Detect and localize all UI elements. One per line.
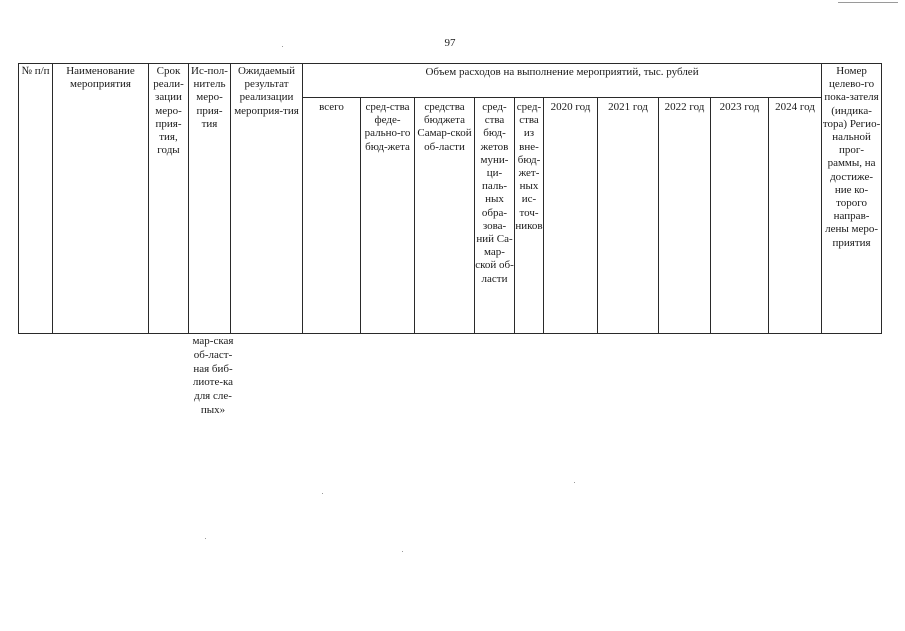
subheader-2020: 2020 год bbox=[544, 98, 598, 334]
subheader-total: всего bbox=[303, 98, 361, 334]
header-result: Ожидаемый результат реализации мероприя-тия bbox=[231, 64, 303, 334]
subheader-regional: средства бюджета Самар-ской об-ласти bbox=[415, 98, 475, 334]
header-num: № п/п bbox=[19, 64, 53, 334]
executor-overflow-text: мар-ская об-ласт-ная биб-лиоте-ка для сле-пых» bbox=[192, 335, 234, 416]
subheader-extrabudget: сред-ства из вне-бюд-жет-ных ис-точ-ников bbox=[515, 98, 544, 334]
page-number: 97 bbox=[444, 37, 456, 49]
expenses-table bbox=[18, 63, 882, 334]
scan-speck bbox=[282, 46, 283, 47]
header-indicator: Номер целево-го пока-зателя (индика-тора) Регио-нальной прог-раммы, на достиже-ние ко-торого направ-лены меро-приятия bbox=[822, 64, 882, 334]
subheader-municipal: сред-ства бюд-жетов муни-ци-паль-ных обра-зова-ний Са-мар-ской об-ласти bbox=[475, 98, 515, 334]
header-name: Наименование мероприятия bbox=[53, 64, 149, 334]
subheader-2024: 2024 год bbox=[769, 98, 822, 334]
header-term: Срок реали-зации меро-прия-тия, годы bbox=[149, 64, 189, 334]
scan-speck bbox=[574, 482, 575, 483]
subheader-2021: 2021 год bbox=[598, 98, 659, 334]
scan-speck bbox=[322, 493, 323, 494]
scan-speck bbox=[205, 538, 206, 539]
header-volume: Объем расходов на выполнение мероприятий, тыс. рублей bbox=[303, 64, 822, 98]
top-edge-line bbox=[838, 2, 898, 3]
scan-speck bbox=[402, 551, 403, 552]
header-executor: Ис-пол-нитель меро-прия-тия bbox=[189, 64, 231, 334]
subheader-2022: 2022 год bbox=[659, 98, 711, 334]
subheader-federal: сред-ства феде-рально-го бюд-жета bbox=[361, 98, 415, 334]
subheader-2023: 2023 год bbox=[711, 98, 769, 334]
